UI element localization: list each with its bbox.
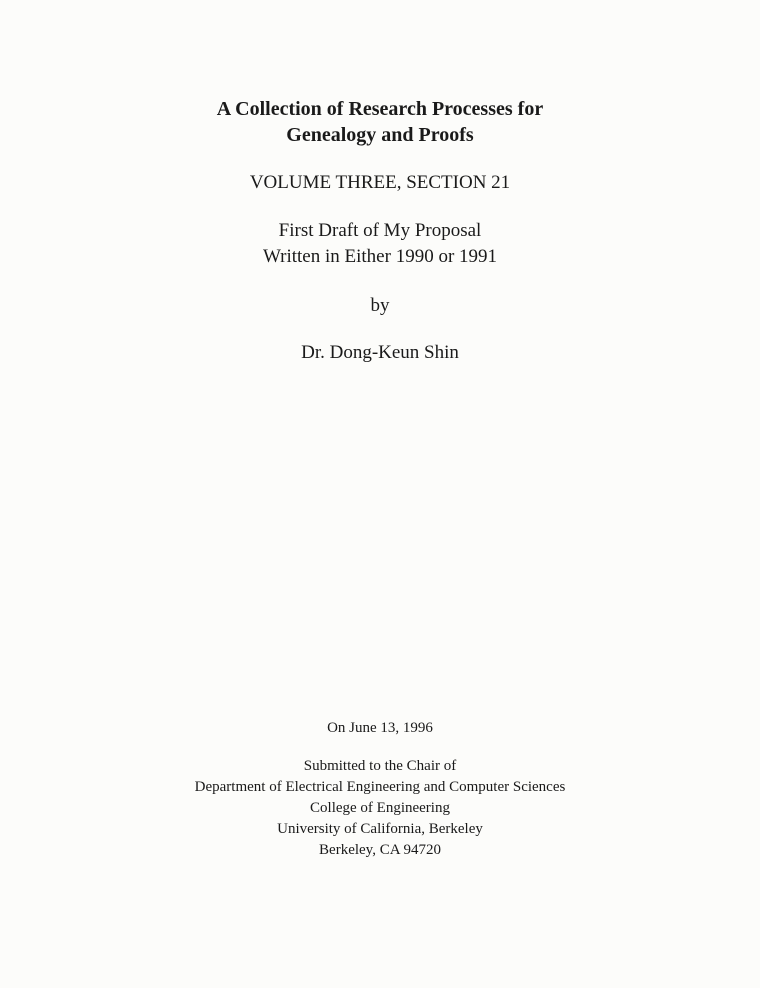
title-line-1: A Collection of Research Processes for (216, 98, 544, 120)
title-line-2: Genealogy and Proofs (286, 124, 474, 146)
author-name: Dr. Dong-Keun Shin (301, 342, 459, 363)
volume-section: VOLUME THREE, SECTION 21 (249, 172, 511, 193)
submission-line-2: Department of Electrical Engineering and Computer Sciences (194, 779, 566, 795)
submission-line-3: College of Engineering (310, 800, 450, 816)
byline: by (370, 295, 390, 316)
submission-date: On June 13, 1996 (327, 720, 433, 736)
subtitle-line-1: First Draft of My Proposal (278, 220, 482, 241)
submission-line-5: Berkeley, CA 94720 (319, 842, 441, 858)
subtitle-line-2: Written in Either 1990 or 1991 (262, 246, 498, 267)
submission-line-4: University of California, Berkeley (277, 821, 483, 837)
submission-line-1: Submitted to the Chair of (303, 758, 457, 774)
